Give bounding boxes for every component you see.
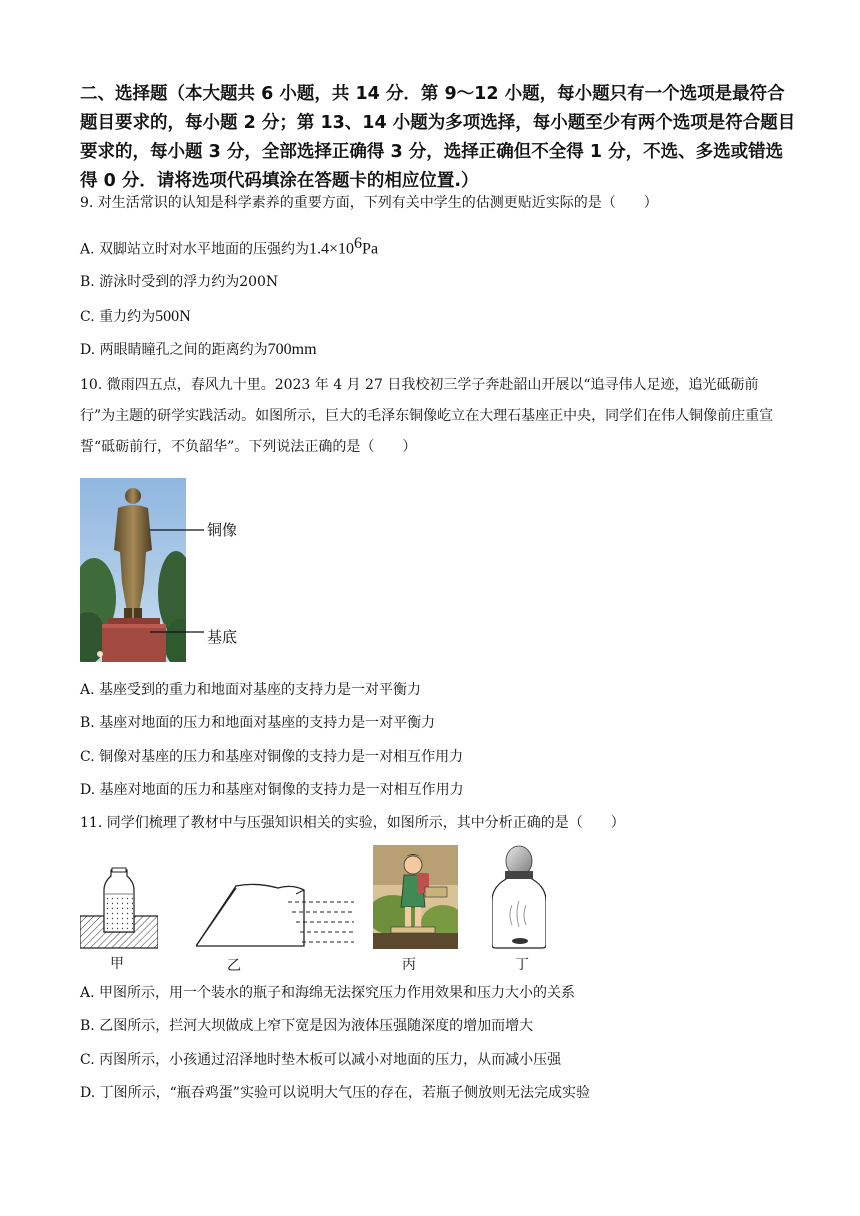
question-10-option-d: D. 基座对地面的压力和基座对铜像的支持力是一对相互作用力 bbox=[80, 782, 464, 798]
figure-ding-egg-in-bottle bbox=[492, 845, 546, 949]
label-ding: 丁 bbox=[515, 957, 529, 973]
figure-pointer-lines bbox=[150, 520, 206, 645]
section-heading: 二、选择题（本大题共 6 小题，共 14 分．第 9～12 小题，每小题只有一个选项是最符合题目要求的，每小题 2 分；第 13、14 小题为多项选择，每小题至少有两个选项是符合题目要求的，每小题 3 分，全部选择正确得 3 分，选择正确但不全得 1 分，不选、多选或错选得 0 分．请将选项代码填涂在答题卡的相应位置.） bbox=[80, 84, 796, 191]
label-base: 基底 bbox=[207, 628, 238, 646]
option-d-value: 700mm bbox=[267, 341, 317, 358]
question-9-option-a bbox=[80, 234, 378, 260]
figure-jia-bottle-sponge bbox=[80, 866, 158, 950]
question-11-option-b: B. 乙图所示，拦河大坝做成上窄下宽是因为液体压强随深度的增加而增大 bbox=[80, 1018, 534, 1034]
question-9-stem: 9. 对生活常识的认知是科学素养的重要方面，下列有关中学生的估测更贴近实际的是（ ） bbox=[80, 195, 658, 211]
figure-bing-child-on-board bbox=[373, 845, 458, 949]
question-9-option-c bbox=[80, 307, 191, 327]
question-11-stem: 11. 同学们梳理了教材中与压强知识相关的实验，如图所示，其中分析正确的是（ ） bbox=[80, 815, 625, 831]
question-10-option-c: C. 铜像对基座的压力和基座对铜像的支持力是一对相互作用力 bbox=[80, 749, 464, 765]
question-11-option-d: D. 丁图所示，“瓶吞鸡蛋”实验可以说明大气压的存在，若瓶子侧放则无法完成实验 bbox=[80, 1085, 590, 1101]
label-jia: 甲 bbox=[110, 956, 124, 972]
question-10-stem: 10. 微雨四五点，春风九十里。2023 年 4 月 27 日我校初三学子奔赴韶山开展以“追寻伟人足迹，追光砥砺前行”为主题的研学实践活动。如图所示，巨大的毛泽东铜像屹立在大理石基座正中央，同学们在伟人铜像前庄重宣誓“砥砺前行，不负韶华”。下列说法正确的是（ ） bbox=[80, 377, 774, 455]
option-d-text: D. 两眼睛瞳孔之间的距离约为 bbox=[80, 342, 268, 358]
option-c-text: C. 重力约为 bbox=[80, 309, 156, 325]
question-11-option-c: C. 丙图所示，小孩通过沼泽地时垫木板可以减小对地面的压力，从而减小压强 bbox=[80, 1052, 562, 1068]
option-a-value: 1.4×10 bbox=[309, 240, 355, 258]
question-9-option-b: B. 游泳时受到的浮力约为200N bbox=[80, 274, 279, 290]
figure-yi-dam bbox=[196, 880, 356, 950]
label-yi: 乙 bbox=[227, 958, 241, 974]
label-statue: 铜像 bbox=[207, 521, 238, 539]
question-9-option-d bbox=[80, 340, 317, 360]
option-a-text: A. 双脚站立时对水平地面的压强约为 bbox=[80, 241, 310, 258]
question-10-option-b: B. 基座对地面的压力和地面对基座的支持力是一对平衡力 bbox=[80, 715, 436, 731]
question-11-option-a: A. 甲图所示，用一个装水的瓶子和海绵无法探究压力作用效果和压力大小的关系 bbox=[80, 985, 576, 1001]
option-a-unit: Pa bbox=[362, 240, 379, 258]
option-a-exponent: 6 bbox=[354, 235, 363, 252]
label-bing: 丙 bbox=[402, 957, 416, 973]
question-10-option-a: A. 基座受到的重力和地面对基座的支持力是一对平衡力 bbox=[80, 682, 422, 698]
option-c-value: 500N bbox=[155, 308, 191, 325]
